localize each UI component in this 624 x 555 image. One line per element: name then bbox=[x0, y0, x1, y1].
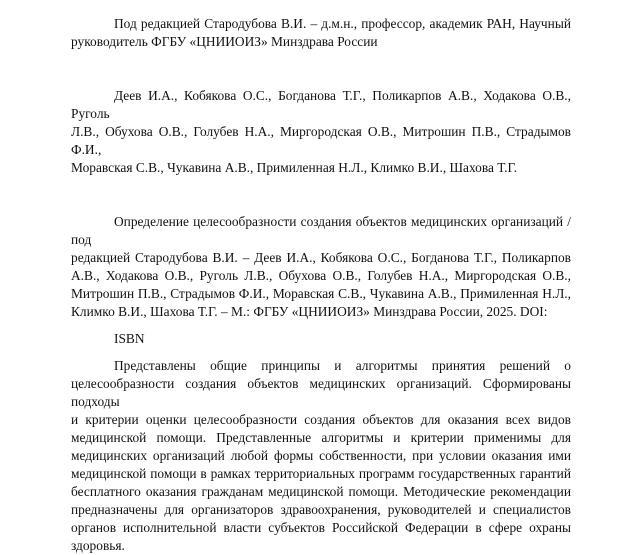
authors-line-3: Моравская С.В., Чукавина А.В., Примиленная Н.Л., Климко В.И., Шахова Т.Г. bbox=[71, 160, 518, 175]
annotation-line-2: целесообразности создания объектов медицинских организаций. Сформированы подходы bbox=[71, 376, 571, 409]
editor-line-1: Под редакцией Стародубова В.И. – д.м.н., профессор, академик РАН, Научный bbox=[114, 16, 571, 31]
isbn-label bbox=[71, 330, 571, 348]
annotation-line-4: медицинской помощи. Представленные алгоритмы и критерии применимы для bbox=[71, 430, 571, 445]
bibliographic-citation bbox=[71, 213, 571, 321]
editor-statement bbox=[71, 15, 571, 51]
citation-line-2: редакцией Стародубова В.И. – Деев И.А., Кобякова О.С., Богданова Т.Г., Поликарпов bbox=[71, 250, 571, 265]
citation-line-3: А.В., Ходакова О.В., Руголь Л.В., Обухова О.В., Голубев Н.А., Миргородская О.В., bbox=[71, 268, 571, 283]
citation-line-4: Митрошин П.В., Страдымов Ф.И., Моравская С.В., Чукавина А.В., Примиленная Н.Л., bbox=[71, 286, 571, 301]
annotation-line-9: органов исполнительной власти субъектов Российской Федерации в сфере охраны bbox=[71, 520, 571, 535]
annotation-line-8: предназначены для организаторов здравоохранения, руководителей и специалистов bbox=[71, 502, 571, 517]
editor-line-2: руководитель ФГБУ «ЦНИИОИЗ» Минздрава России bbox=[71, 34, 378, 49]
document-page bbox=[71, 15, 571, 555]
authors-line-2: Л.В., Обухова О.В., Голубев Н.А., Миргородская О.В., Митрошин П.В., Страдымов Ф.И., bbox=[71, 124, 571, 157]
annotation-line-6: медицинской помощи в рамках территориальных программ государственных гарантий bbox=[71, 466, 571, 481]
annotation-line-5: медицинских организаций любой формы собственности, при условии оказания ими bbox=[71, 448, 571, 463]
annotation-line-10: здоровья. bbox=[71, 538, 125, 553]
annotation bbox=[71, 357, 571, 555]
annotation-line-3: и критерии оценки целесообразности создания объектов для оказания всех видов bbox=[71, 412, 571, 427]
isbn-text: ISBN bbox=[114, 331, 145, 346]
annotation-line-1: Представлены общие принципы и алгоритмы принятия решений о bbox=[114, 358, 571, 373]
annotation-line-7: бесплатного оказания гражданам медицинской помощи. Методические рекомендации bbox=[71, 484, 571, 499]
authors-line-1: Деев И.А., Кобякова О.С., Богданова Т.Г., Поликарпов А.В., Ходакова О.В., Руголь bbox=[71, 88, 571, 121]
citation-line-1: Определение целесообразности создания объектов медицинских организаций / под bbox=[71, 214, 571, 247]
citation-line-5: Климко В.И., Шахова Т.Г. – М.: ФГБУ «ЦНИИОИЗ» Минздрава России, 2025. DOI: bbox=[71, 304, 548, 319]
authors-list bbox=[71, 87, 571, 177]
